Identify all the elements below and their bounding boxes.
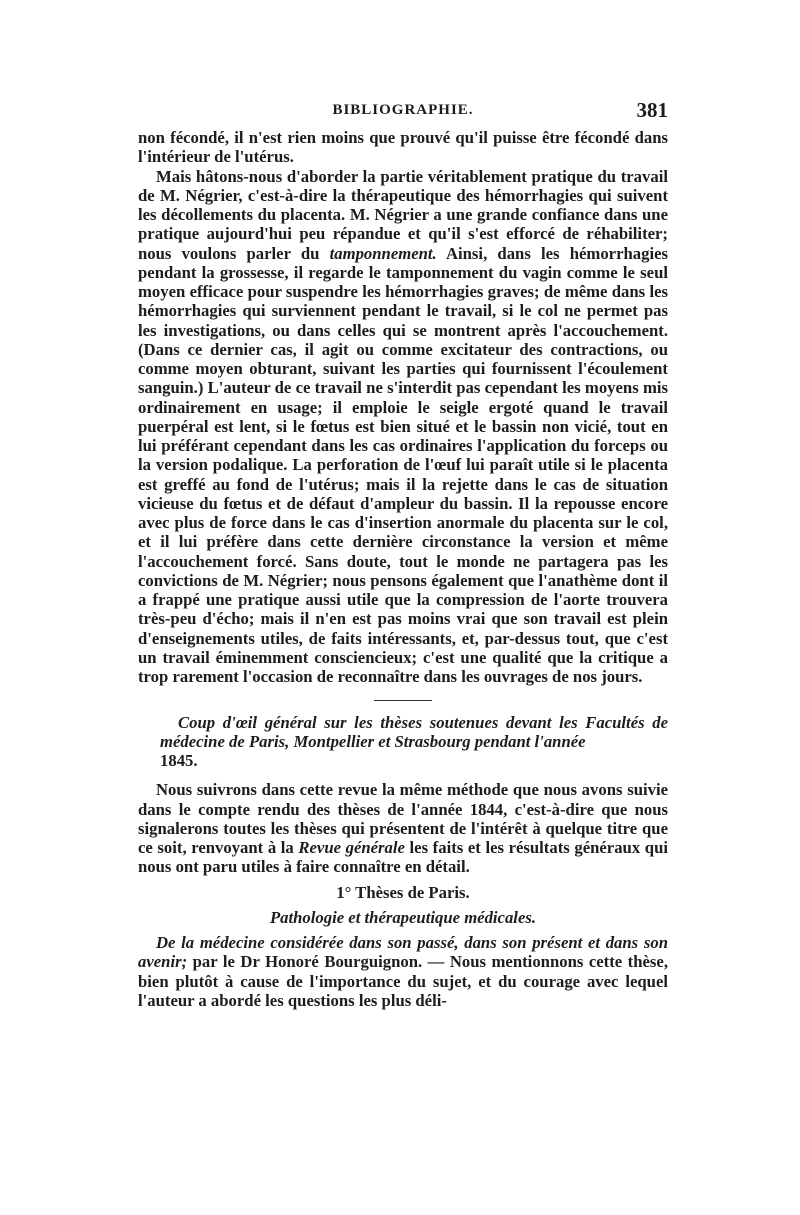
subheading-pathologie: Pathologie et thérapeutique médicales. <box>269 907 537 927</box>
text-run: Ainsi, dans les hémorrhagies pendant la grossesse, il regarde le tamponnement du vagin comme le seul moyen efficace pour suspendre les hémorrhagies graves; de même dans les hémorrhagies qui surviennent pendant le travail, si le col ne permet pas les investigations, ou dans celles qui se montrent après l'accouchement. (Dans ce dernier cas, il agit ou comme excitateur des contractions, ou comme moyen obturant, suivant les parties qui fournissent l'écoulement sanguin.) L'auteur de ce travail ne s'interdit pas cependant les moyens mis ordinairement en usage; il emploie le seigle ergoté quand le travail puerpéral est lent, si le fœtus est bien situé et le bassin non vicié, tout en lui préférant cependant dans les cas ordinaires l'application du forceps ou la version podalique. La perforation de l'œuf lui paraît utile si le placenta est greffé au fond de l'utérus; mais il la rejette dans le cas de situation vicieuse du fœtus et de défaut d'ampleur du bassin. Il la repousse encore avec plus de force dans le cas d'insertion anormale du placenta sur le col, et il lui préfère dans cette dernière circonstance la version et même l'accouchement forcé. Sans doute, tout le monde ne partagera pas les convictions de M. Négrier; nous pensons également que l'anathème dont il a frappé une pratique aussi utile que la compression de l'aorte trouvera très-peu d'écho; mais il n'en est pas moins vrai que son travail est plein d'enseignements utiles, de faits intéressants, et, par-dessus tout, que c'est un travail éminemment consciencieux; c'est une qualité que la critique a trop rarement l'occasion de reconnaître dans les ouvrages de nos jours. <box>138 243 668 686</box>
text-run: par le Dr Honoré Bourguignon. — Nous mentionnons cette thèse, bien plutôt à cause de l'importance du sujet, et du courage avec lequel l'auteur a abordé les questions les plus déli- <box>138 952 668 1010</box>
paragraph-methode <box>138 780 668 876</box>
paragraph-bourguignon <box>138 933 668 1010</box>
text-run: Mais hâtons-nous d'aborder la partie véritablement pratique du travail de M. Négrier, c'est-à-dire la thérapeutique des hémorrhagies qui suivent les décollements du placenta. M. Négrier a une grande confiance dans une pratique aujourd'hui peu répandue et qu'il s'est efforcé de réhabiliter; nous voulons parler du <box>138 166 668 263</box>
emphasis-tamponnement: tamponnement. <box>329 243 437 263</box>
paragraph-continuation: non fécondé, il n'est rien moins que prouvé qu'il puisse être fécondé dans l'intérieur de l'utérus. <box>138 128 668 167</box>
paragraph-tamponnement <box>138 167 668 687</box>
page-number: 381 <box>636 98 668 122</box>
section-title-year: 1845. <box>160 751 198 771</box>
heading-theses-paris: 1° Thèses de Paris. <box>336 882 470 902</box>
body-text <box>138 128 668 1010</box>
section-title <box>138 713 668 770</box>
text-run: les faits et les résultats généraux qui nous ont paru utiles à faire connaître en détail. <box>138 838 668 877</box>
section-divider <box>374 700 432 701</box>
running-title: BIBLIOGRAPHIE. <box>332 102 474 118</box>
emphasis-thesis-title: De la médecine considérée dans son passé, dans son présent et dans son avenir; <box>138 933 668 972</box>
page-header <box>138 100 668 124</box>
section-title-text: Coup d'œil général sur les thèses soutenues devant les Facultés de médecine de Paris, Montpellier et Strasbourg pendant l'année <box>160 713 668 752</box>
text-run: Nous suivrons dans cette revue la même méthode que nous avons suivie dans le compte rendu des thèses de l'année 1844, c'est-à-dire que nous signalerons toutes les thèses qui présentent de l'intérêt à quelque titre que ce soit, renvoyant à la <box>138 780 668 857</box>
emphasis-revue-generale: Revue générale <box>298 838 405 857</box>
